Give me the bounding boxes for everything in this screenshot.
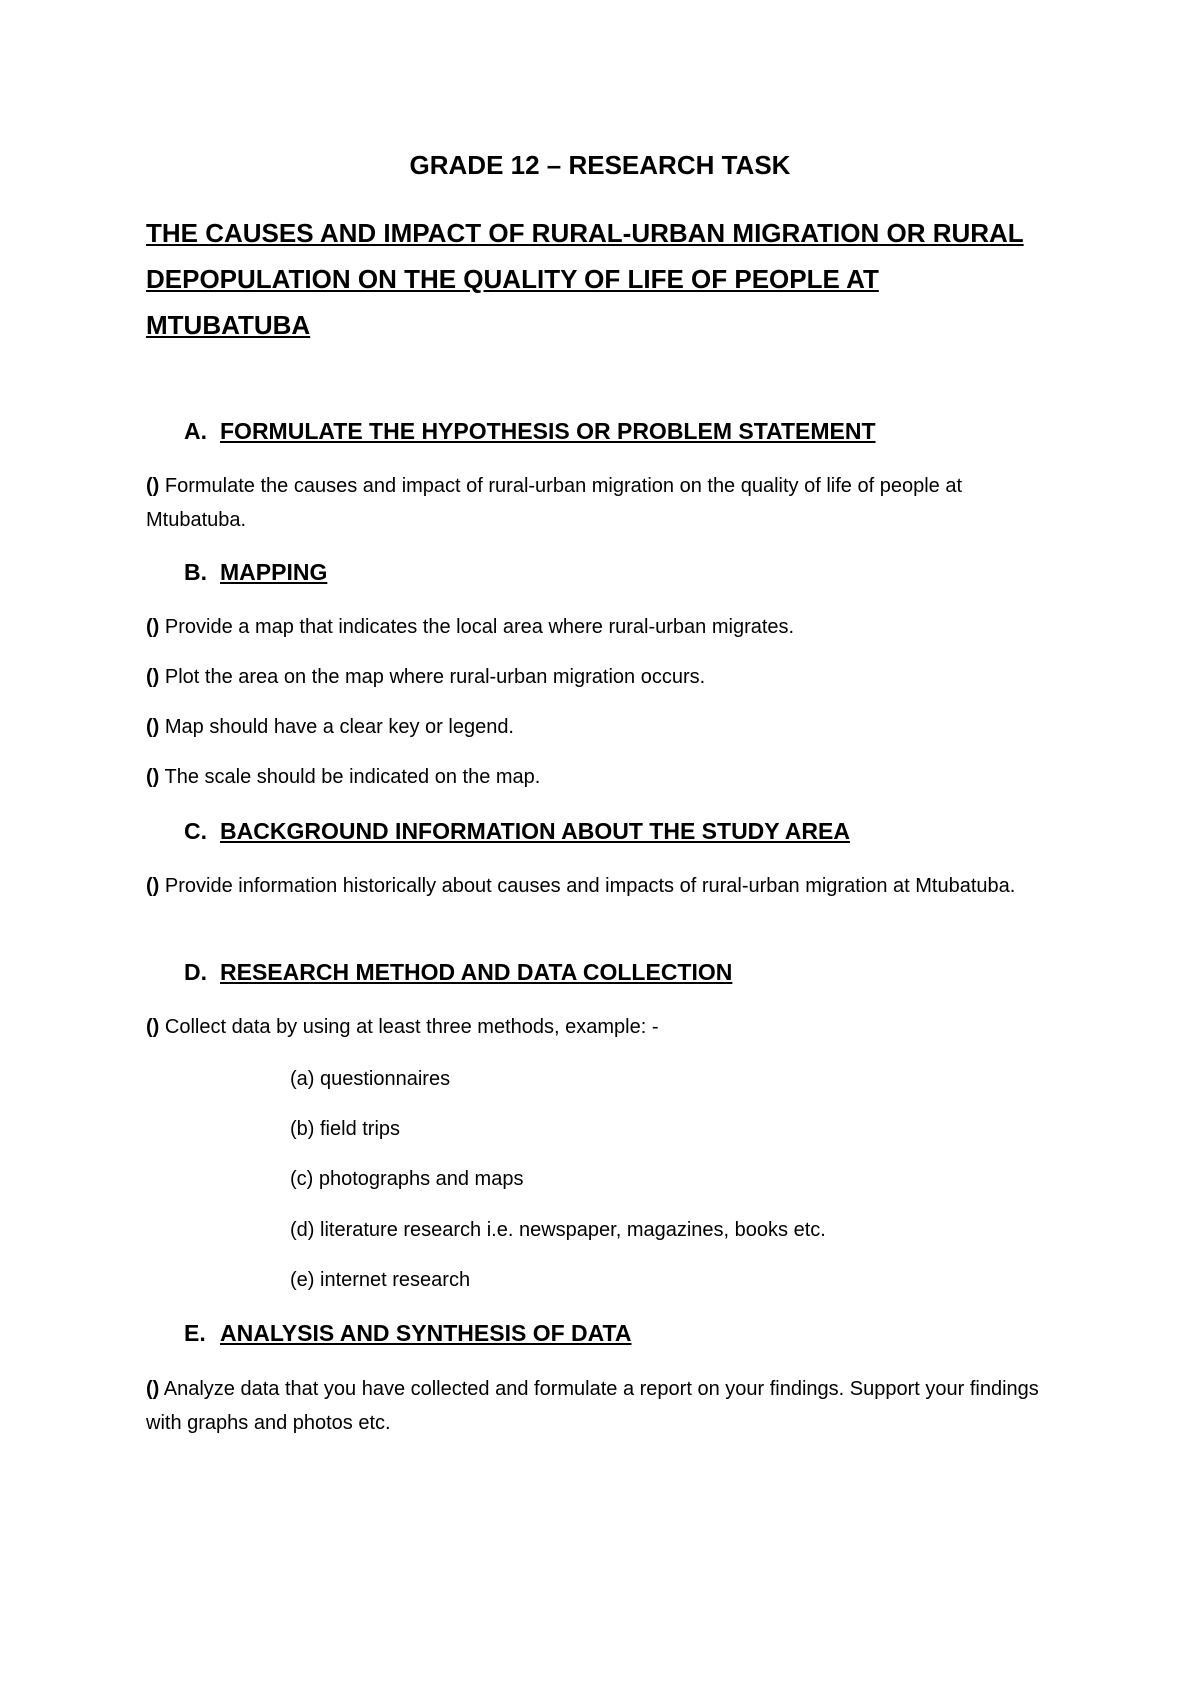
item-text: Map should have a clear key or legend.: [164, 716, 514, 738]
method-list-item: (e) internet research: [290, 1269, 471, 1291]
section-b-item-2: [146, 660, 1066, 694]
bullet-mark: (): [146, 616, 160, 638]
section-b-heading: [184, 559, 327, 586]
method-list-item: (b) field trips: [290, 1118, 401, 1140]
section-c-heading: [184, 818, 850, 845]
page-subtitle: THE CAUSES AND IMPACT OF RURAL-URBAN MIGRATION OR RURAL DEPOPULATION ON THE QUALITY OF LIFE OF PEOPLE AT MTUBATUBA: [146, 218, 1024, 340]
bullet-mark: (): [146, 1016, 160, 1038]
section-letter: D.: [184, 959, 207, 985]
section-b-item-4: [146, 760, 1066, 794]
section-heading-text: MAPPING: [220, 559, 328, 585]
bullet-mark: (): [146, 475, 160, 497]
section-d-heading: [184, 959, 732, 986]
bullet-mark: (): [146, 766, 160, 788]
method-list-item: (d) literature research i.e. newspaper, magazines, books etc.: [290, 1219, 826, 1241]
section-a-heading: [184, 418, 876, 445]
section-a-item-1: [146, 469, 1066, 537]
bullet-mark: (): [146, 875, 160, 897]
bullet-mark: (): [146, 1378, 160, 1400]
item-text: Provide information historically about causes and impacts of rural-urban migration at Mtubatuba.: [164, 875, 1016, 897]
item-text: Collect data by using at least three methods, example: -: [164, 1016, 659, 1038]
item-text: Provide a map that indicates the local area where rural-urban migrates.: [164, 616, 795, 638]
section-heading-text: ANALYSIS AND SYNTHESIS OF DATA: [220, 1320, 632, 1346]
item-text: Plot the area on the map where rural-urban migration occurs.: [164, 666, 706, 688]
section-c-item-1: [146, 869, 1066, 903]
section-e-item-1: [146, 1372, 1066, 1440]
method-list-item: (c) photographs and maps: [290, 1168, 524, 1190]
section-letter: E.: [184, 1320, 206, 1346]
section-d-item-1: [146, 1010, 1066, 1044]
method-list-item: (a) questionnaires: [290, 1068, 451, 1090]
item-text: Formulate the causes and impact of rural-urban migration on the quality of life of people at Mtubatuba.: [146, 475, 962, 531]
section-letter: C.: [184, 818, 207, 844]
section-b-item-3: [146, 710, 1066, 744]
section-e-heading: [184, 1320, 631, 1347]
section-letter: B.: [184, 559, 207, 585]
section-letter: A.: [184, 418, 207, 444]
item-text: The scale should be indicated on the map.: [164, 766, 541, 788]
section-b-item-1: [146, 610, 1066, 644]
section-heading-text: FORMULATE THE HYPOTHESIS OR PROBLEM STATEMENT: [220, 418, 876, 444]
page-title: GRADE 12 – RESEARCH TASK: [409, 150, 791, 180]
bullet-mark: (): [146, 716, 160, 738]
section-heading-text: RESEARCH METHOD AND DATA COLLECTION: [220, 959, 733, 985]
bullet-mark: (): [146, 666, 160, 688]
item-text: Analyze data that you have collected and formulate a report on your findings. Support your findings with graphs and photos etc.: [146, 1378, 1039, 1434]
section-heading-text: BACKGROUND INFORMATION ABOUT THE STUDY AREA: [220, 818, 850, 844]
